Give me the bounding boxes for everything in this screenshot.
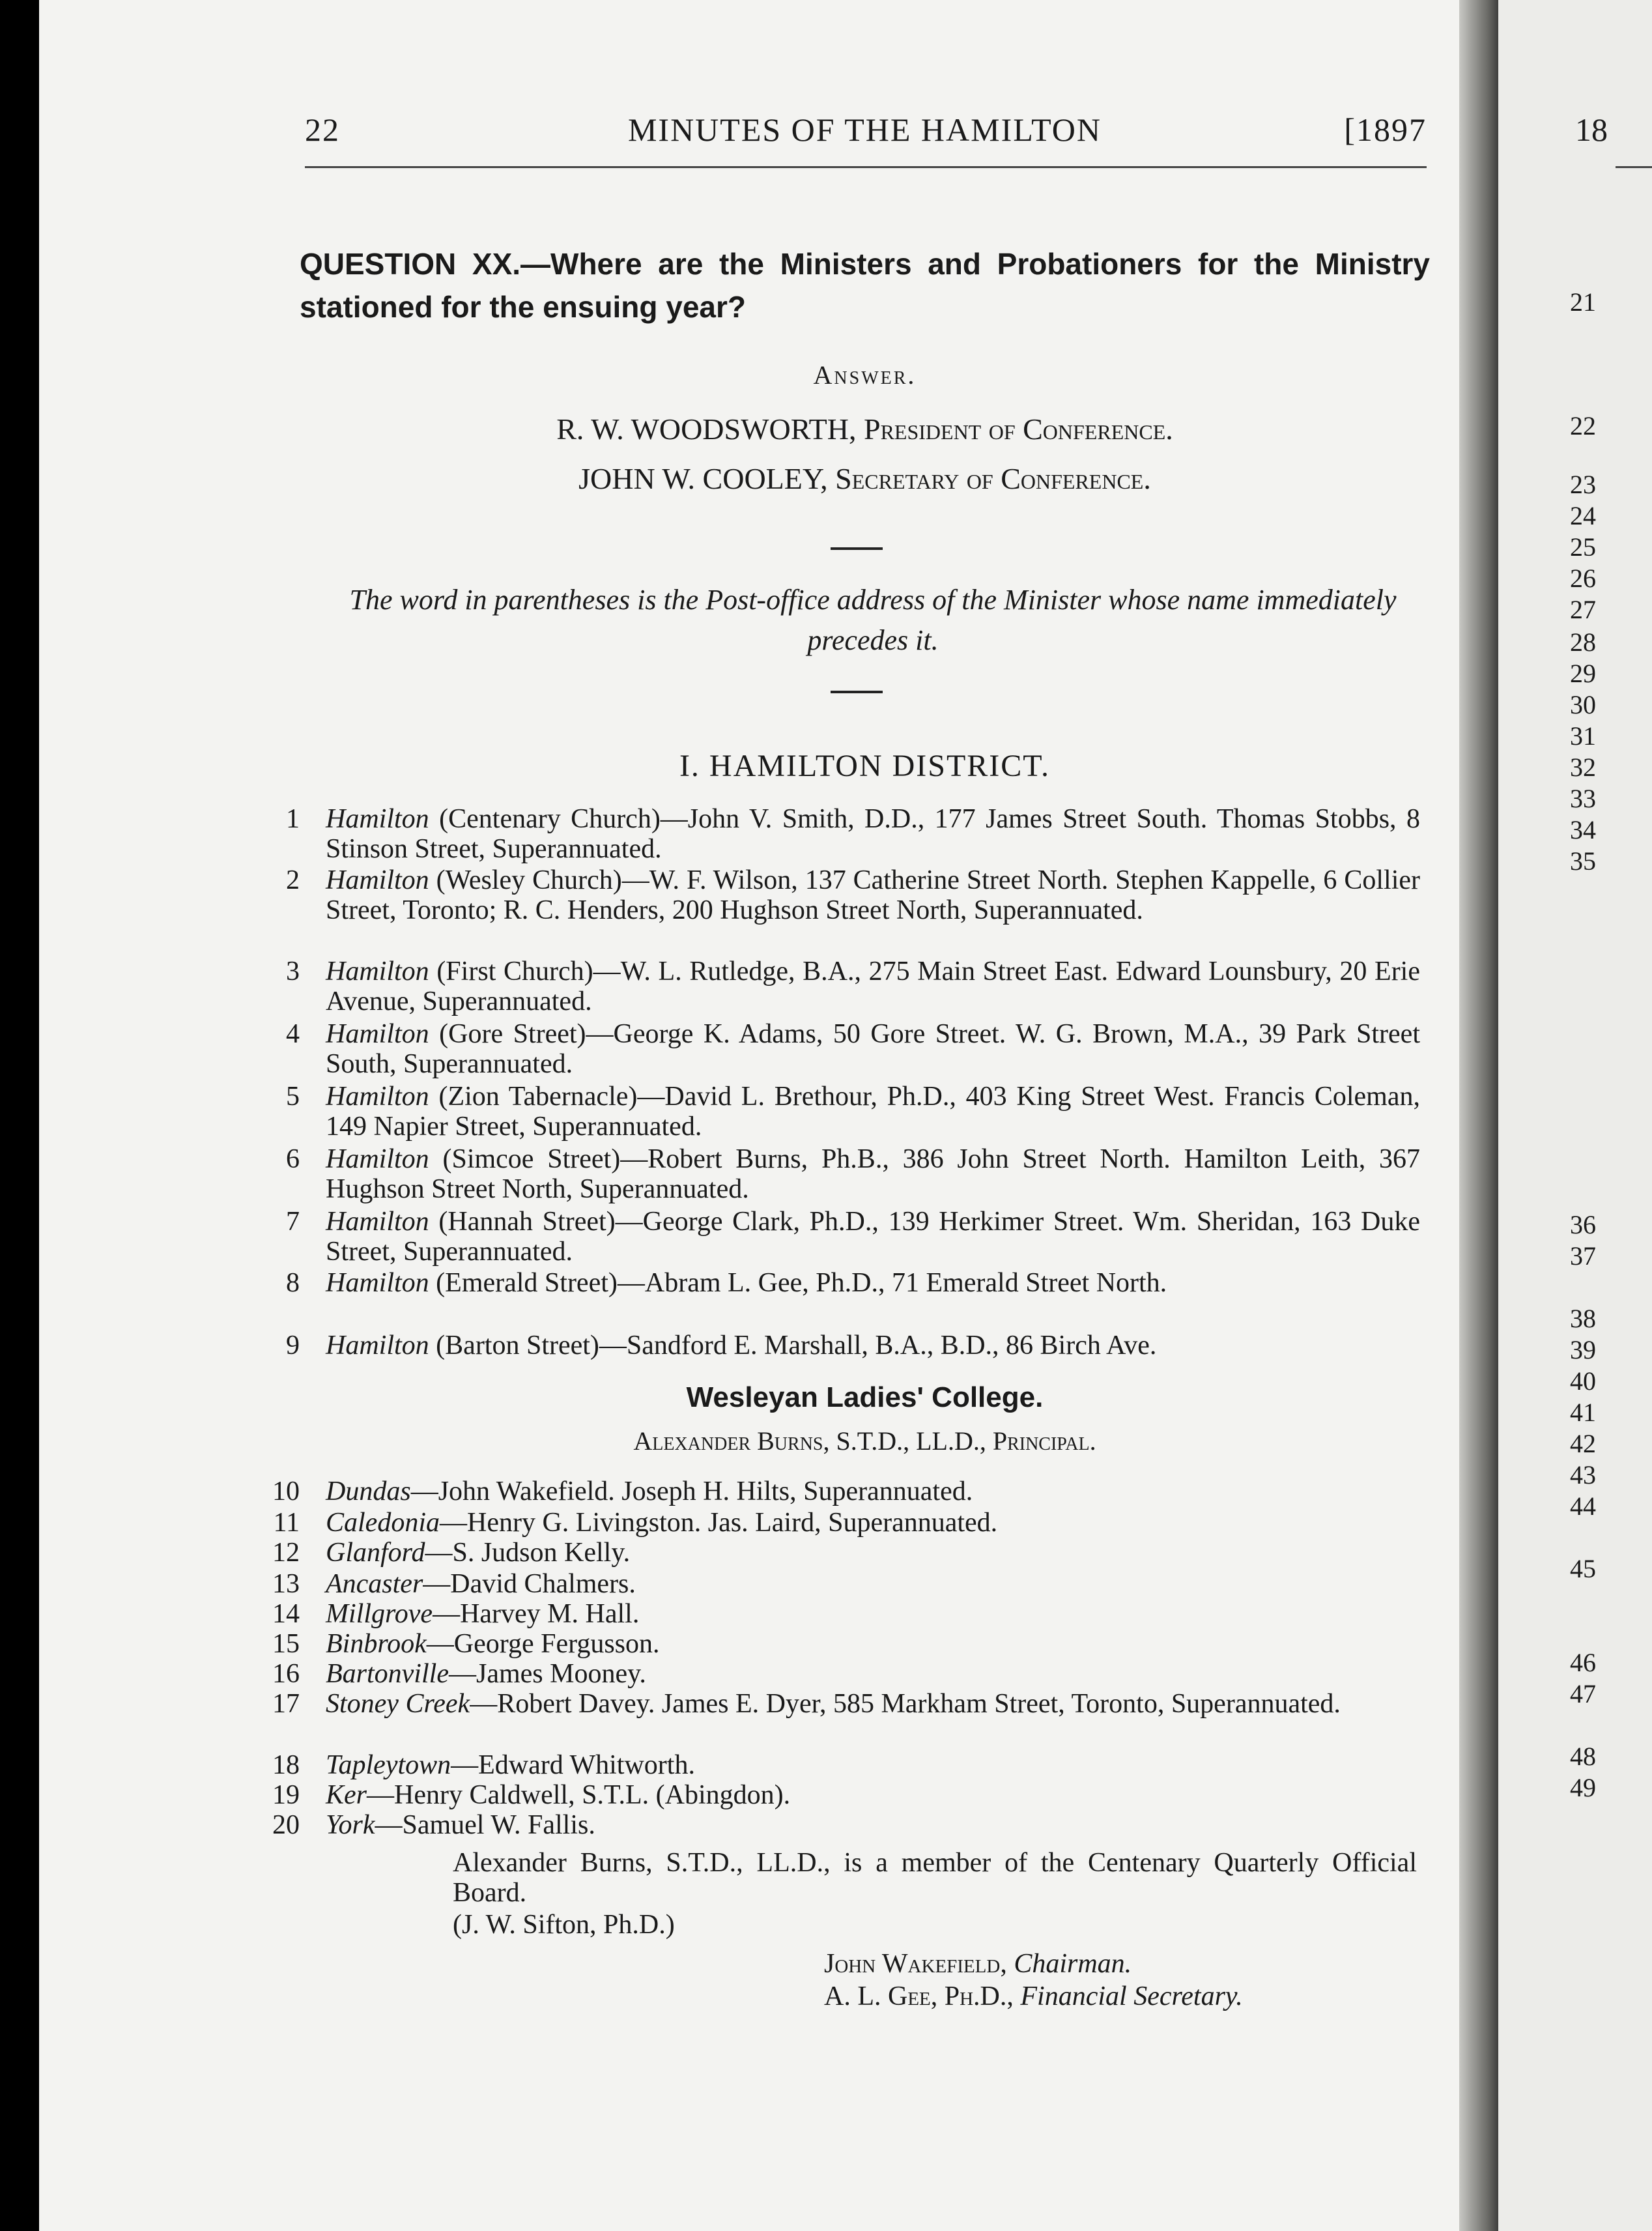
facing-line-number: 38	[1570, 1304, 1596, 1333]
question-heading: QUESTION XX.—Where are the Ministers and Probationers for the Ministry stationed for the ensuing year?	[300, 247, 1430, 324]
header-rule	[305, 166, 1427, 168]
facing-header-rule	[1616, 166, 1652, 168]
facing-line-number: 21	[1570, 287, 1596, 317]
facing-line-number: 43	[1570, 1460, 1596, 1490]
officer-name: R. W. WOODSWORTH,	[556, 412, 857, 446]
list-item: 19 Ker—Henry Caldwell, S.T.L. (Abingdon).	[272, 1780, 791, 1810]
facing-line-number: 28	[1570, 627, 1596, 657]
sifton-note: (J. W. Sifton, Ph.D.)	[453, 1910, 675, 1940]
officer-role: President of Conference.	[863, 412, 1173, 446]
officer-role: Secretary of Conference.	[835, 462, 1151, 495]
list-item: 9 Hamilton (Barton Street)—Sandford E. Marshall, B.A., B.D., 86 Birch Ave.	[286, 1331, 1157, 1360]
facing-line-number: 39	[1570, 1335, 1596, 1364]
facing-page-number: 18	[1575, 111, 1608, 148]
facing-line-number: 41	[1570, 1398, 1596, 1427]
facing-page	[1498, 0, 1652, 2231]
list-item: 5 Hamilton (Zion Tabernacle)—David L. Brethour, Ph.D., 403 King Street West. Francis Coleman, 149 Napier Street, Superannuated.	[286, 1082, 1420, 1142]
facing-line-number: 48	[1570, 1742, 1596, 1771]
facing-line-number: 25	[1570, 532, 1596, 562]
list-item: 20 York—Samuel W. Fallis.	[272, 1810, 595, 1840]
book-page	[39, 0, 1498, 2231]
district-title: I. HAMILTON DISTRICT.	[679, 749, 1051, 783]
facing-line-number: 33	[1570, 784, 1596, 813]
college-title: Wesleyan Ladies' College.	[686, 1381, 1044, 1413]
facing-line-number: 42	[1570, 1429, 1596, 1458]
facing-line-number: 35	[1570, 846, 1596, 876]
facing-line-number: 49	[1570, 1773, 1596, 1802]
address-note: The word in parentheses is the Post-office address of the Minister whose name immediately precedes it.	[349, 584, 1397, 656]
list-item: 1 Hamilton (Centenary Church)—John V. Smith, D.D., 177 James Street South. Thomas Stobbs, 8 Stinson Street, Superannuated.	[286, 804, 1420, 864]
list-item: 17 Stoney Creek—Robert Davey. James E. Dyer, 585 Markham Street, Toronto, Superannuated.	[272, 1689, 1341, 1719]
facing-line-number: 46	[1570, 1648, 1596, 1677]
officer-name: JOHN W. COOLEY,	[578, 462, 828, 495]
facing-line-number: 27	[1570, 595, 1596, 624]
list-item: 2 Hamilton (Wesley Church)—W. F. Wilson, 137 Catherine Street North. Stephen Kappelle, 6 Collier Street, Toronto; R. C. Henders, 200 Hughson Street North, Superannuated.	[286, 865, 1420, 925]
list-item: 12 Glanford—S. Judson Kelly.	[272, 1538, 631, 1568]
list-item: 16 Bartonville—James Mooney.	[272, 1659, 646, 1689]
list-item: 7 Hamilton (Hannah Street)—George Clark, Ph.D., 139 Herkimer Street. Wm. Sheridan, 163 Duke Street, Superannuated.	[286, 1207, 1420, 1267]
signature-chairman: John Wakefield, Chairman.	[824, 1949, 1132, 1979]
facing-line-number: 23	[1570, 470, 1596, 499]
running-year: [1897	[1344, 111, 1427, 148]
list-item: 3 Hamilton (First Church)—W. L. Rutledge, B.A., 275 Main Street East. Edward Lounsbury, 20 Erie Avenue, Superannuated.	[286, 957, 1420, 1016]
list-item: 14 Millgrove—Harvey M. Hall.	[272, 1599, 640, 1629]
officer-president	[300, 412, 1430, 446]
facing-line-number: 32	[1570, 753, 1596, 782]
facing-line-number: 44	[1570, 1491, 1596, 1521]
facing-line-number: 26	[1570, 564, 1596, 593]
facing-line-number: 34	[1570, 815, 1596, 844]
list-item: 11 Caledonia—Henry G. Livingston. Jas. Laird, Superannuated.	[273, 1508, 998, 1538]
facing-line-number: 40	[1570, 1366, 1596, 1396]
running-title: MINUTES OF THE HAMILTON	[627, 111, 1102, 148]
list-item: 18 Tapleytown—Edward Whitworth.	[272, 1750, 695, 1780]
facing-line-number: 29	[1570, 659, 1596, 688]
list-item: 6 Hamilton (Simcoe Street)—Robert Burns, Ph.B., 386 John Street North. Hamilton Leith, 367 Hughson Street North, Superannuated.	[286, 1144, 1420, 1204]
facing-line-number: 47	[1570, 1679, 1596, 1708]
facing-line-number: 36	[1570, 1210, 1596, 1239]
facing-line-number: 31	[1570, 721, 1596, 751]
page-number: 22	[305, 111, 340, 148]
list-item: 13 Ancaster—David Chalmers.	[272, 1569, 636, 1599]
answer-label: Answer.	[813, 360, 917, 390]
list-item: 15 Binbrook—George Fergusson.	[272, 1629, 660, 1659]
list-item: 8 Hamilton (Emerald Street)—Abram L. Gee, Ph.D., 71 Emerald Street North.	[286, 1268, 1167, 1298]
facing-line-number: 30	[1570, 690, 1596, 719]
list-item: 4 Hamilton (Gore Street)—George K. Adams, 50 Gore Street. W. G. Brown, M.A., 39 Park Street South, Superannuated.	[286, 1019, 1420, 1079]
facing-line-number: 37	[1570, 1241, 1596, 1271]
list-item: 10 Dundas—John Wakefield. Joseph H. Hilts, Superannuated.	[272, 1476, 973, 1506]
facing-line-number: 22	[1570, 411, 1596, 440]
separator-dash	[831, 691, 883, 693]
separator-dash	[831, 547, 883, 550]
facing-line-number: 45	[1570, 1554, 1596, 1583]
signature-secretary: A. L. Gee, Ph.D., Financial Secretary.	[824, 1981, 1243, 2011]
burns-note: Alexander Burns, S.T.D., LL.D., is a member of the Centenary Quarterly Official Board.	[453, 1848, 1417, 1908]
college-principal: Alexander Burns, S.T.D., LL.D., Principal.	[633, 1426, 1096, 1456]
officer-secretary	[300, 461, 1430, 496]
facing-line-number: 24	[1570, 501, 1596, 530]
